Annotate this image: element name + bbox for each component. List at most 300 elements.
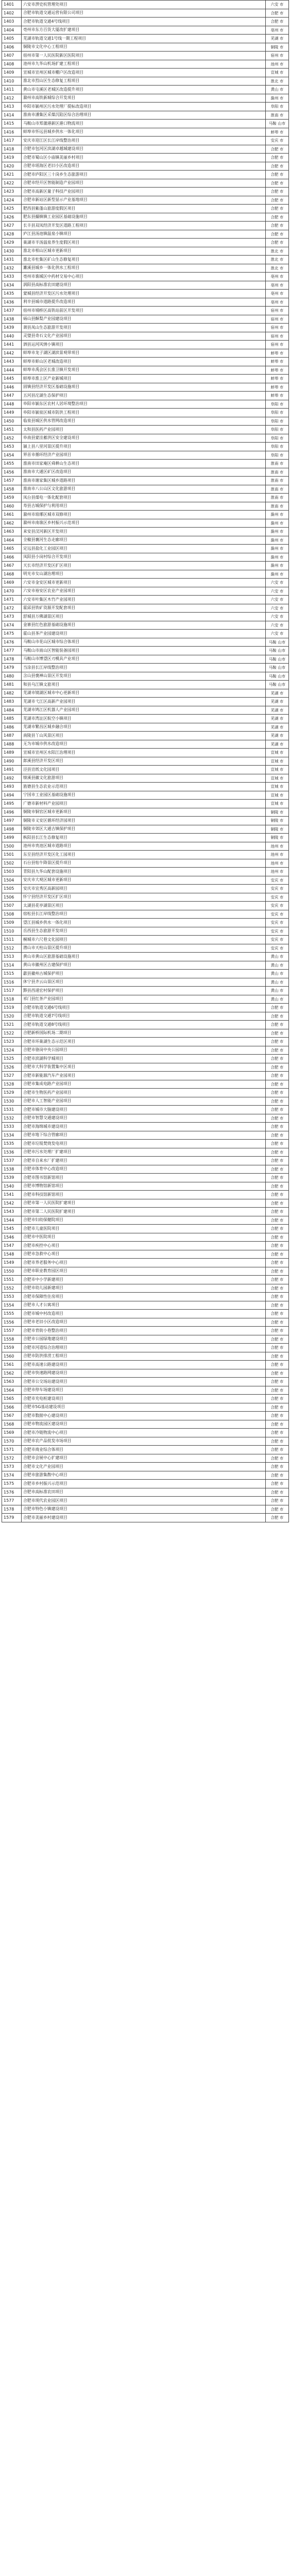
project-location: 淮北 市: [266, 77, 289, 86]
project-name: 合肥市中小学新建项目: [22, 1276, 266, 1284]
row-number: 1527: [2, 1072, 22, 1080]
project-name: 合肥市城中村改造项目: [22, 1310, 266, 1318]
row-number: 1526: [2, 1063, 22, 1072]
row-number: 1509: [2, 919, 22, 927]
project-name: 亳州市谯城区中药材交易中心项目: [22, 273, 266, 281]
row-number: 1546: [2, 1233, 22, 1242]
project-location: 合肥 市: [266, 1140, 289, 1148]
project-location: 宿州 市: [266, 307, 289, 315]
row-number: 1459: [2, 494, 22, 502]
project-name: 临泉县城区供水管网改造项目: [22, 417, 266, 426]
project-name: 黄山市黄山区旅游基础设施项目: [22, 953, 266, 961]
project-location: 宿州 市: [266, 332, 289, 341]
project-name: 铜陵市文化中心工程项目: [22, 43, 266, 52]
table-row: [2, 298, 289, 307]
project-name: 肥西县紫蓬山旅游度假区项目: [22, 205, 266, 213]
project-location: 蚌埠 市: [266, 128, 289, 137]
row-number: 1542: [2, 1199, 22, 1208]
project-name: 合肥市保障性住房项目: [22, 1293, 266, 1301]
row-number: 1430: [2, 247, 22, 256]
project-name: 淮南市谢家集区城乡道路项目: [22, 477, 266, 485]
project-location: 合肥 市: [266, 188, 289, 196]
project-name: 祁门县红茶产业园项目: [22, 995, 266, 1004]
project-location: 合肥 市: [266, 1148, 289, 1157]
project-location: 阜阳 市: [266, 443, 289, 451]
project-name: 合肥市现代农业园区项目: [22, 1497, 266, 1505]
row-number: 1552: [2, 1284, 22, 1293]
row-number: 1434: [2, 281, 22, 290]
row-number: 1494: [2, 791, 22, 800]
table-row: [2, 111, 289, 120]
project-name: 宣城市宣州区城市棚户区改造项目: [22, 69, 266, 77]
table-row: [2, 375, 289, 383]
project-name: 凤台县煤电一体化配套项目: [22, 494, 266, 502]
row-number: 1515: [2, 970, 22, 978]
project-name: 安庆市大观区城市更新项目: [22, 876, 266, 885]
row-number: 1563: [2, 1378, 22, 1386]
project-location: 阜阳 市: [266, 417, 289, 426]
project-location: 滁州 市: [266, 545, 289, 553]
project-location: 马鞍 山市: [266, 681, 289, 689]
project-name: 芜湖市弋江区高新产业园项目: [22, 698, 266, 706]
table-row: [2, 434, 289, 443]
project-name: 宿州市第一人民医院新区医院项目: [22, 52, 266, 60]
project-location: 合肥 市: [266, 239, 289, 247]
project-name: 合肥市冷链物流中心项目: [22, 1429, 266, 1437]
project-location: 池州 市: [266, 868, 289, 876]
project-name: 六安市金安区城市更新项目: [22, 579, 266, 587]
row-number: 1415: [2, 120, 22, 128]
project-name: 五河县沱湖生态保护项目: [22, 392, 266, 400]
project-location: 宿州 市: [266, 52, 289, 60]
row-number: 1560: [2, 1352, 22, 1361]
project-name: 合肥市滨湖科学城项目: [22, 1055, 266, 1063]
project-name: 合肥市海绵城市建设项目: [22, 1123, 266, 1131]
table-row: [2, 587, 289, 596]
project-location: 合肥 市: [266, 196, 289, 205]
project-location: 合肥 市: [266, 9, 289, 18]
row-number: 1425: [2, 205, 22, 213]
row-number: 1520: [2, 1012, 22, 1021]
row-number: 1488: [2, 740, 22, 749]
table-row: [2, 1063, 289, 1072]
project-location: 宣城 市: [266, 69, 289, 77]
project-name: 滁州市高铁新城综合开发项目: [22, 94, 266, 103]
project-name: 蒙城县经济开发区污水处理项目: [22, 290, 266, 298]
row-number: 1518: [2, 995, 22, 1004]
project-location: 黄山 市: [266, 970, 289, 978]
project-location: 合肥 市: [266, 1463, 289, 1471]
table-row: [2, 1165, 289, 1174]
project-location: 合肥 市: [266, 1250, 289, 1259]
project-name: 长丰县双凤经济开发区道路工程项目: [22, 222, 266, 230]
table-row: [2, 188, 289, 196]
row-number: 1519: [2, 1004, 22, 1012]
table-row: [2, 859, 289, 868]
project-name: 安庆市宜秀区高新园项目: [22, 885, 266, 893]
row-number: 1469: [2, 579, 22, 587]
table-row: [2, 43, 289, 52]
project-name: 合肥新桥国际机场二期项目: [22, 1029, 266, 1038]
row-number: 1429: [2, 239, 22, 247]
table-row: [2, 800, 289, 808]
project-name: 合肥市经开区智能制造产业园项目: [22, 179, 266, 188]
table-row: [2, 383, 289, 392]
table-row: [2, 519, 289, 528]
row-number: 1476: [2, 638, 22, 647]
table-row: [2, 1412, 289, 1420]
row-number: 1480: [2, 672, 22, 681]
project-name: 六安市裕安区农业产业园项目: [22, 587, 266, 596]
project-name: 来安县汊河新区开发项目: [22, 528, 266, 536]
project-name: 合肥市包河区滨湖卓越城建设项目: [22, 145, 266, 154]
table-row: [2, 1293, 289, 1301]
row-number: 1558: [2, 1335, 22, 1344]
project-name: 舒城县万佛湖景区项目: [22, 613, 266, 621]
project-name: 桐城市六尺巷文化园项目: [22, 936, 266, 944]
project-location: 合肥 市: [266, 1012, 289, 1021]
table-row: [2, 706, 289, 715]
table-row: [2, 825, 289, 834]
project-location: 合肥 市: [266, 1395, 289, 1403]
table-row: [2, 392, 289, 400]
row-number: 1436: [2, 298, 22, 307]
table-row: [2, 477, 289, 485]
project-location: 合肥 市: [266, 1165, 289, 1174]
project-name: 岳西县生态旅游开发项目: [22, 927, 266, 936]
project-location: 合肥 市: [266, 1429, 289, 1437]
project-location: 淮南 市: [266, 494, 289, 502]
row-number: 1461: [2, 511, 22, 519]
project-location: 合肥 市: [266, 1386, 289, 1395]
table-row: [2, 689, 289, 698]
row-number: 1402: [2, 9, 22, 18]
project-location: 宣城 市: [266, 766, 289, 774]
project-name: 淮南市大通区矿区改造项目: [22, 468, 266, 477]
project-name: 潜山市天柱山景区提升项目: [22, 944, 266, 953]
row-number: 1445: [2, 375, 22, 383]
table-row: [2, 128, 289, 137]
row-number: 1576: [2, 1488, 22, 1497]
project-name: 铜陵市义安区循环经济园项目: [22, 817, 266, 825]
project-location: 合肥 市: [266, 1318, 289, 1327]
project-location: 亳州 市: [266, 281, 289, 290]
row-number: 1571: [2, 1446, 22, 1454]
project-location: 阜阳 市: [266, 426, 289, 434]
row-number: 1523: [2, 1038, 22, 1046]
table-row: [2, 103, 289, 111]
row-number: 1531: [2, 1106, 22, 1114]
table-row: [2, 94, 289, 103]
project-location: 淮南 市: [266, 468, 289, 477]
project-name: 合肥市养老服务中心项目: [22, 1259, 266, 1267]
row-number: 1539: [2, 1174, 22, 1182]
project-name: 合肥市老旧小区改造项目: [22, 1318, 266, 1327]
table-row: [2, 511, 289, 519]
table-row: [2, 672, 289, 681]
project-name: 淮北市相山区城市更新项目: [22, 247, 266, 256]
table-row: [2, 638, 289, 647]
row-number: 1505: [2, 885, 22, 893]
project-location: 合肥 市: [266, 145, 289, 154]
project-name: 黟县西递宏村保护项目: [22, 987, 266, 995]
project-name: 合肥市公交场站建设项目: [22, 1378, 266, 1386]
project-location: 宣城 市: [266, 791, 289, 800]
project-name: 合肥市快速路网建设项目: [22, 1369, 266, 1378]
table-row: [2, 52, 289, 60]
project-location: 阜阳 市: [266, 103, 289, 111]
table-row: [2, 307, 289, 315]
row-number: 1548: [2, 1250, 22, 1259]
row-number: 1566: [2, 1403, 22, 1412]
table-row: [2, 621, 289, 630]
row-number: 1416: [2, 128, 22, 137]
table-row: [2, 264, 289, 273]
project-location: 合肥 市: [266, 230, 289, 239]
project-location: 黄山 市: [266, 995, 289, 1004]
row-number: 1504: [2, 876, 22, 885]
table-row: [2, 451, 289, 460]
project-location: 铜陵 市: [266, 825, 289, 834]
project-name: 金寨县红色旅游基础设施项目: [22, 621, 266, 630]
project-location: 宿州 市: [266, 315, 289, 324]
row-number: 1495: [2, 800, 22, 808]
project-location: 安庆 市: [266, 893, 289, 902]
project-location: 合肥 市: [266, 1063, 289, 1072]
project-name: 合肥市自来水厂扩建项目: [22, 1157, 266, 1165]
project-name: 合肥市新站区新型显示产业基地项目: [22, 196, 266, 205]
table-row: [2, 358, 289, 366]
project-name: 合肥市商业综合体项目: [22, 1446, 266, 1454]
project-name: 合肥市轨道交通6号线项目: [22, 1004, 266, 1012]
row-number: 1442: [2, 349, 22, 358]
project-table: [2, 0, 289, 1522]
project-name: 合肥市职业教育园区项目: [22, 1267, 266, 1276]
project-name: 霍山县茶产业园建设项目: [22, 630, 266, 638]
project-name: 阜阳市颍东区农村人居环境整治项目: [22, 400, 266, 409]
table-row: [2, 1114, 289, 1123]
table-row: [2, 1123, 289, 1131]
row-number: 1470: [2, 587, 22, 596]
row-number: 1561: [2, 1361, 22, 1369]
row-number: 1573: [2, 1463, 22, 1471]
table-row: [2, 1446, 289, 1454]
project-name: 合肥市防洪排涝工程项目: [22, 1352, 266, 1361]
project-location: 合肥 市: [266, 1267, 289, 1276]
table-row: [2, 179, 289, 188]
project-name: 滁州市琅琊区城市双修项目: [22, 511, 266, 519]
project-name: 淮北市杜集区矿山生态修复项目: [22, 256, 266, 264]
project-location: 安庆 市: [266, 910, 289, 919]
row-number: 1486: [2, 723, 22, 732]
project-location: 滁州 市: [266, 519, 289, 528]
table-row: [2, 1216, 289, 1225]
project-location: 合肥 市: [266, 1403, 289, 1412]
project-name: 铜陵市郊区大通古镇保护项目: [22, 825, 266, 834]
project-name: 合肥市中医院项目: [22, 1233, 266, 1242]
row-number: 1409: [2, 69, 22, 77]
row-number: 1468: [2, 570, 22, 579]
project-name: 灵璧县奇石文化产业园项目: [22, 332, 266, 341]
row-number: 1431: [2, 256, 22, 264]
project-name: 合肥市生物医药产业园项目: [22, 1089, 266, 1097]
project-name: 芜湖市鸠江区机器人产业园项目: [22, 706, 266, 715]
table-row: [2, 885, 289, 893]
project-location: 合肥 市: [266, 1480, 289, 1488]
table-row: [2, 1386, 289, 1395]
row-number: 1550: [2, 1267, 22, 1276]
table-row: [2, 1497, 289, 1505]
project-location: 合肥 市: [266, 1488, 289, 1497]
project-location: 合肥 市: [266, 1276, 289, 1284]
project-name: 界首市循环经济产业园项目: [22, 451, 266, 460]
project-name: 蚌埠市禹会区长淮卫镇开发项目: [22, 366, 266, 375]
project-location: 合肥 市: [266, 1182, 289, 1191]
row-number: 1449: [2, 409, 22, 417]
table-row: [2, 876, 289, 885]
table-row: [2, 1080, 289, 1089]
table-row: [2, 1301, 289, 1310]
row-number: 1555: [2, 1310, 22, 1318]
table-row: [2, 290, 289, 298]
project-location: 滁州 市: [266, 536, 289, 545]
table-row: [2, 69, 289, 77]
row-number: 1516: [2, 978, 22, 987]
project-location: 合肥 市: [266, 18, 289, 26]
row-number: 1538: [2, 1165, 22, 1174]
table-row: [2, 655, 289, 664]
project-location: 马鞍 山市: [266, 120, 289, 128]
project-name: 六安市叶集区木竹产业园项目: [22, 596, 266, 604]
project-location: 铜陵 市: [266, 817, 289, 825]
row-number: 1473: [2, 613, 22, 621]
row-number: 1547: [2, 1242, 22, 1250]
project-location: 合肥 市: [266, 1420, 289, 1429]
table-row: [2, 1021, 289, 1029]
table-row: [2, 1310, 289, 1318]
table-row: [2, 1480, 289, 1488]
row-number: 1568: [2, 1420, 22, 1429]
project-name: 合肥市博物馆新馆项目: [22, 1182, 266, 1191]
project-location: 滁州 市: [266, 562, 289, 570]
table-row: [2, 154, 289, 162]
row-number: 1508: [2, 910, 22, 919]
project-location: 淮南 市: [266, 111, 289, 120]
project-name: 合肥市高新区量子科技产业园项目: [22, 188, 266, 196]
table-row: [2, 1505, 289, 1514]
project-location: 安庆 市: [266, 936, 289, 944]
project-location: 合肥 市: [266, 1437, 289, 1446]
project-location: 马鞍 山市: [266, 655, 289, 664]
project-name: 合肥市会展中心扩建项目: [22, 1454, 266, 1463]
table-row: [2, 681, 289, 689]
project-location: 池州 市: [266, 842, 289, 851]
table-row: [2, 570, 289, 579]
project-name: 定远县盐化工业园区项目: [22, 545, 266, 553]
row-number: 1437: [2, 307, 22, 315]
project-name: 合肥市智慧交通建设项目: [22, 1114, 266, 1123]
table-row: [2, 426, 289, 434]
project-name: 歙县徽州古城保护项目: [22, 970, 266, 978]
project-name: 无为市城市供水改造项目: [22, 740, 266, 749]
row-number: 1521: [2, 1021, 22, 1029]
row-number: 1410: [2, 77, 22, 86]
table-row: [2, 145, 289, 154]
table-row: [2, 1055, 289, 1063]
table-row: [2, 927, 289, 936]
project-name: 马鞍山市郑蒲港新区港口物流项目: [22, 120, 266, 128]
row-number: 1506: [2, 893, 22, 902]
row-number: 1493: [2, 783, 22, 791]
row-number: 1536: [2, 1148, 22, 1157]
project-name: 合肥市大科学装置集中区项目: [22, 1063, 266, 1072]
table-row: [2, 460, 289, 468]
table-row: [2, 1437, 289, 1446]
row-number: 1411: [2, 86, 22, 94]
project-name: 广德市新材料产业园项目: [22, 800, 266, 808]
row-number: 1444: [2, 366, 22, 375]
table-row: [2, 1267, 289, 1276]
project-location: 合肥 市: [266, 1293, 289, 1301]
project-name: 宣城市宣州区水阳江治理项目: [22, 749, 266, 757]
project-name: 合肥市城市大脑建设项目: [22, 1106, 266, 1114]
row-number: 1564: [2, 1386, 22, 1395]
table-row: [2, 9, 289, 18]
table-row: [2, 791, 289, 800]
project-location: 铜陵 市: [266, 834, 289, 842]
project-name: 肥东县撮镇镇工业园区基础设施项目: [22, 213, 266, 222]
project-name: 郎溪县经济开发区项目: [22, 757, 266, 766]
project-location: 合肥 市: [266, 1004, 289, 1012]
project-name: 泾县宣纸文化园项目: [22, 766, 266, 774]
table-row: [2, 613, 289, 621]
table-row: [2, 366, 289, 375]
row-number: 1535: [2, 1140, 22, 1148]
table-row: [2, 936, 289, 944]
row-number: 1534: [2, 1131, 22, 1140]
table-row: [2, 978, 289, 987]
project-name: 亳州市东方百货大厦改扩建项目: [22, 26, 266, 35]
table-row: [2, 1378, 289, 1386]
table-row: [2, 1012, 289, 1021]
project-name: 凤阳县小岗村综合开发项目: [22, 553, 266, 562]
row-number: 1464: [2, 536, 22, 545]
project-name: 合肥市集成电路产业园项目: [22, 1080, 266, 1089]
table-row: [2, 239, 289, 247]
row-number: 1418: [2, 145, 22, 154]
row-number: 1492: [2, 774, 22, 783]
row-number: 1454: [2, 451, 22, 460]
table-row: [2, 1463, 289, 1471]
project-name: 合肥市妇幼保健院项目: [22, 1216, 266, 1225]
project-name: 六安市淠史杭管理处项目: [22, 1, 266, 9]
project-location: 黄山 市: [266, 953, 289, 961]
table-row: [2, 400, 289, 409]
project-location: 合肥 市: [266, 1123, 289, 1131]
project-location: 黄山 市: [266, 978, 289, 987]
project-name: 合肥市瑶海区老旧小区改造项目: [22, 162, 266, 171]
row-number: 1456: [2, 468, 22, 477]
project-name: 固镇县经济开发区基础设施项目: [22, 383, 266, 392]
project-name: 青阳县九华山配套设施项目: [22, 868, 266, 876]
row-number: 1579: [2, 1514, 22, 1522]
project-name: 含山县褒禅山景区开发项目: [22, 672, 266, 681]
row-number: 1553: [2, 1293, 22, 1301]
row-number: 1443: [2, 358, 22, 366]
row-number: 1475: [2, 630, 22, 638]
table-row: [2, 273, 289, 281]
row-number: 1514: [2, 961, 22, 970]
